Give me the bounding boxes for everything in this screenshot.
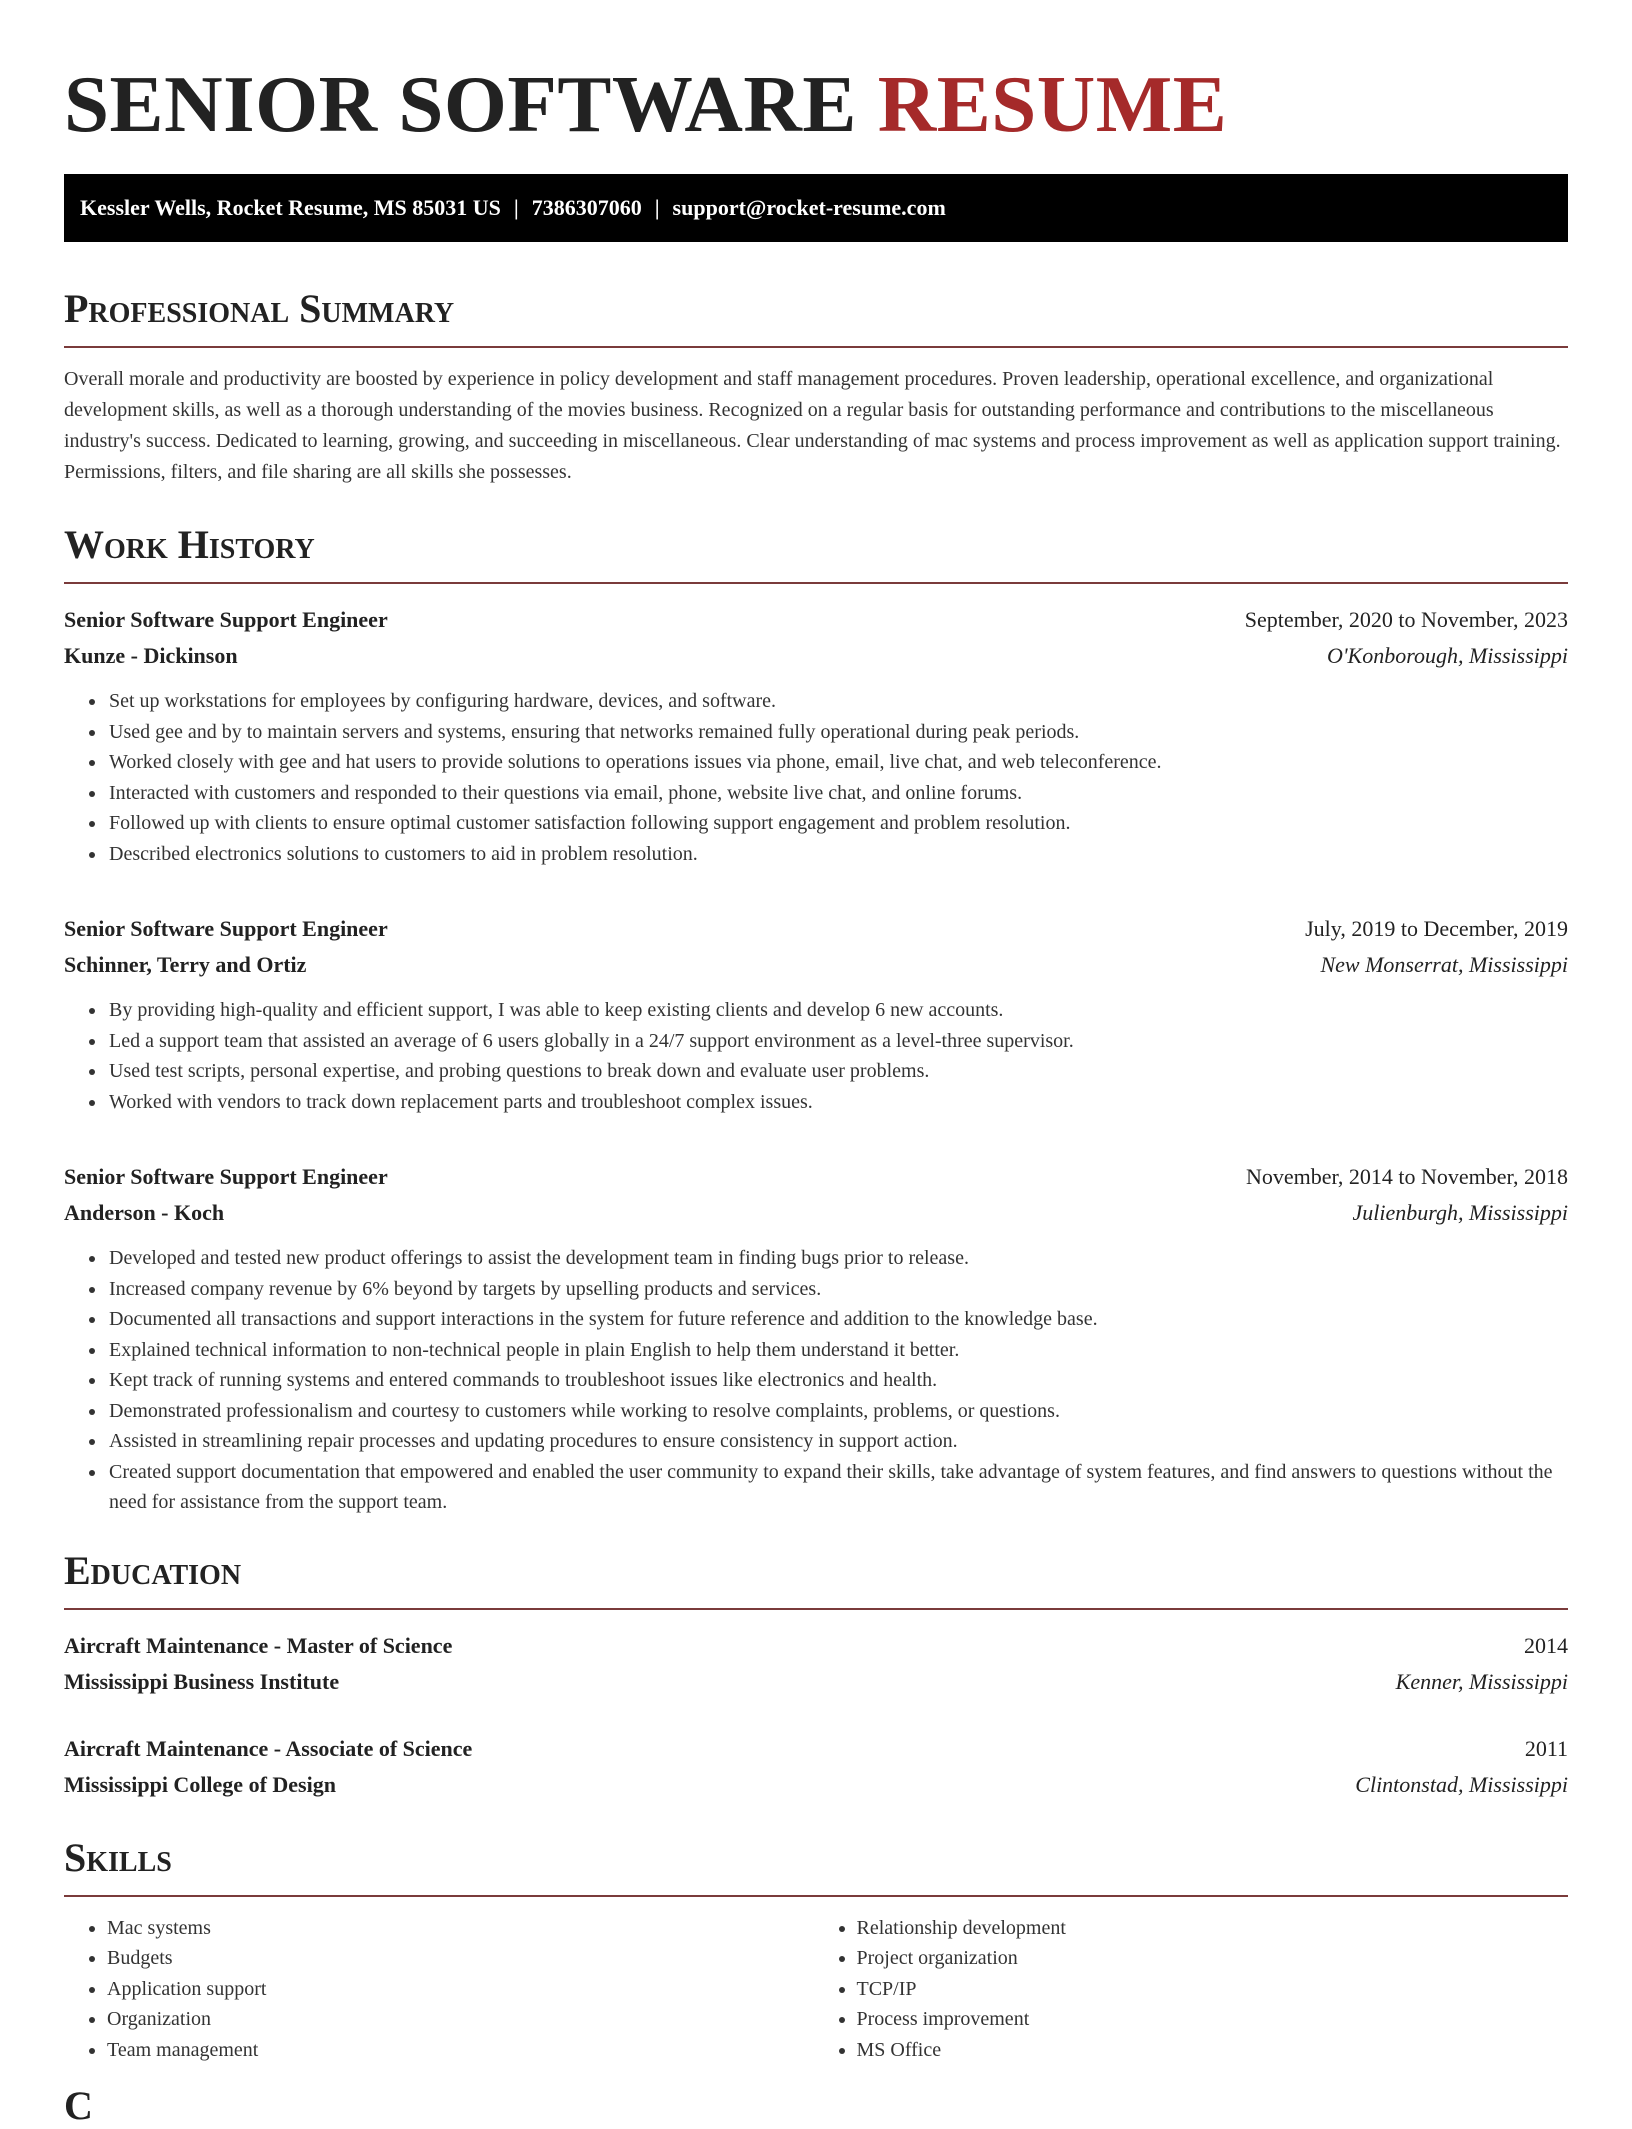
job-title: Senior Software Support Engineer xyxy=(64,607,388,632)
page-title xyxy=(64,58,1568,150)
job-entry xyxy=(64,911,1568,1117)
skill-item: • Project organization xyxy=(857,1943,1569,1974)
contact-separator: | xyxy=(654,195,660,220)
title-accent: RESUME xyxy=(877,59,1228,149)
work-history-section xyxy=(64,522,1568,1518)
section-heading-partial: C xyxy=(64,2083,93,2128)
skills-column-left xyxy=(64,1913,819,2066)
contact-address: Kessler Wells, Rocket Resume, MS 85031 US xyxy=(80,195,501,220)
section-divider xyxy=(64,582,1568,584)
skill-item: • Process improvement xyxy=(857,2004,1569,2035)
section-heading-skills: Skills xyxy=(64,1834,172,1880)
list-item: • Interacted with customers and responded to their questions via email, phone, website live chat, and online forums. xyxy=(107,778,1568,809)
list-item: • Worked with vendors to track down replacement parts and troubleshoot complex issues. xyxy=(107,1087,1568,1118)
graduation-year: 2011 xyxy=(1524,1735,1568,1761)
summary-section xyxy=(64,286,1568,488)
list-item: • Followed up with clients to ensure optimal customer satisfaction following support engagement and problem resolution. xyxy=(107,808,1568,839)
job-company: Kunze - Dickinson xyxy=(64,643,238,668)
job-dates: November, 2014 to November, 2018 xyxy=(1245,1164,1568,1189)
job-dates: September, 2020 to November, 2023 xyxy=(1244,607,1568,632)
job-bullets xyxy=(64,995,1568,1117)
resume-page xyxy=(64,0,1568,2065)
job-title: Senior Software Support Engineer xyxy=(64,916,388,941)
list-item: • Assisted in streamlining repair processes and updating procedures to ensure consistency in support action. xyxy=(107,1426,1568,1457)
list-item: • Developed and tested new product offerings to assist the development team in finding bugs prior to release. xyxy=(107,1243,1568,1274)
job-company: Anderson - Koch xyxy=(64,1200,225,1225)
education-entry xyxy=(64,1731,1568,1803)
section-divider xyxy=(64,1608,1568,1610)
job-location: O'Konborough, Mississippi xyxy=(1326,643,1568,668)
job-company: Schinner, Terry and Ortiz xyxy=(64,952,307,977)
school-name: Mississippi Business Institute xyxy=(64,1668,340,1694)
skills-list xyxy=(64,1913,1568,2066)
job-location: New Monserrat, Mississippi xyxy=(1320,952,1568,977)
job-bullets xyxy=(64,1243,1568,1518)
section-divider xyxy=(64,346,1568,348)
education-entry xyxy=(64,1628,1568,1700)
list-item: • Set up workstations for employees by configuring hardware, devices, and software. xyxy=(107,686,1568,717)
job-location: Julienburgh, Mississippi xyxy=(1352,1200,1568,1225)
summary-text: Overall morale and productivity are boosted by experience in policy development and staff management procedures. Proven leadership, operational excellence, and organizational development skills, as well as a thorough understanding of the movies business. Recognized on a regular basis for outstanding performance and contributions to the miscellaneous industry's success. Dedicated to learning, growing, and succeeding in miscellaneous. Clear understanding of mac systems and process improvement as well as application support training. Permissions, filters, and file sharing are all skills she possesses. xyxy=(64,368,1561,483)
job-bullets xyxy=(64,686,1568,869)
section-divider xyxy=(64,1895,1568,1897)
skill-item: • Organization xyxy=(107,2004,819,2035)
degree: Aircraft Maintenance - Associate of Science xyxy=(64,1735,473,1761)
list-item: • Described electronics solutions to customers to aid in problem resolution. xyxy=(107,839,1568,870)
list-item: • Demonstrated professionalism and courtesy to customers while working to resolve complaints, problems, or questions. xyxy=(107,1396,1568,1427)
list-item: • Explained technical information to non-technical people in plain English to help them understand it better. xyxy=(107,1335,1568,1366)
list-item: • Used test scripts, personal expertise, and probing questions to break down and evaluate user problems. xyxy=(107,1056,1568,1087)
list-item: • Worked closely with gee and hat users to provide solutions to operations issues via phone, email, live chat, and web teleconference. xyxy=(107,747,1568,778)
section-heading-summary: Professional Summary xyxy=(64,286,455,331)
skill-item: • Team management xyxy=(107,2035,819,2066)
list-item: • Documented all transactions and support interactions in the system for future reference and addition to the knowledge base. xyxy=(107,1304,1568,1335)
skill-item: • MS Office xyxy=(857,2035,1569,2066)
contact-phone[interactable]: 7386307060 xyxy=(531,195,642,220)
school-name: Mississippi College of Design xyxy=(64,1771,336,1797)
job-entry xyxy=(64,602,1568,869)
school-location: Clintonstad, Mississippi xyxy=(1355,1771,1568,1797)
contact-separator: | xyxy=(513,195,519,220)
title-main: SENIOR SOFTWARE xyxy=(64,59,857,149)
school-location: Kenner, Mississippi xyxy=(1395,1668,1568,1694)
skills-section xyxy=(64,1835,1568,2066)
skill-item: • Relationship development xyxy=(857,1913,1569,1944)
skills-column-right xyxy=(819,1913,1569,2066)
section-heading-education: Education xyxy=(64,1547,242,1593)
skill-item: • TCP/IP xyxy=(857,1974,1569,2005)
education-section xyxy=(64,1548,1568,1803)
list-item: • Led a support team that assisted an average of 6 users globally in a 24/7 support environment as a level-three supervisor. xyxy=(107,1026,1568,1057)
job-title: Senior Software Support Engineer xyxy=(64,1164,388,1189)
contact-email[interactable]: support@rocket-resume.com xyxy=(672,195,946,220)
skill-item: • Application support xyxy=(107,1974,819,2005)
job-entry xyxy=(64,1159,1568,1518)
degree: Aircraft Maintenance - Master of Science xyxy=(64,1632,453,1658)
list-item: • Kept track of running systems and entered commands to troubleshoot issues like electronics and health. xyxy=(107,1365,1568,1396)
skill-item: • Mac systems xyxy=(107,1913,819,1944)
contact-bar xyxy=(64,174,1568,242)
graduation-year: 2014 xyxy=(1524,1632,1568,1658)
list-item: • Used gee and by to maintain servers and systems, ensuring that networks remained fully operational during peak periods. xyxy=(107,717,1568,748)
list-item: • By providing high-quality and efficient support, I was able to keep existing clients and develop 6 new accounts. xyxy=(107,995,1568,1026)
skill-item: • Budgets xyxy=(107,1943,819,1974)
list-item: • Increased company revenue by 6% beyond by targets by upselling products and services. xyxy=(107,1274,1568,1305)
job-dates: July, 2019 to December, 2019 xyxy=(1305,916,1568,941)
section-heading-work-history: Work History xyxy=(64,522,315,567)
list-item: • Created support documentation that empowered and enabled the user community to expand their skills, take advantage of system features, and find answers to questions without the need for assistance from the support team. xyxy=(107,1457,1568,1518)
